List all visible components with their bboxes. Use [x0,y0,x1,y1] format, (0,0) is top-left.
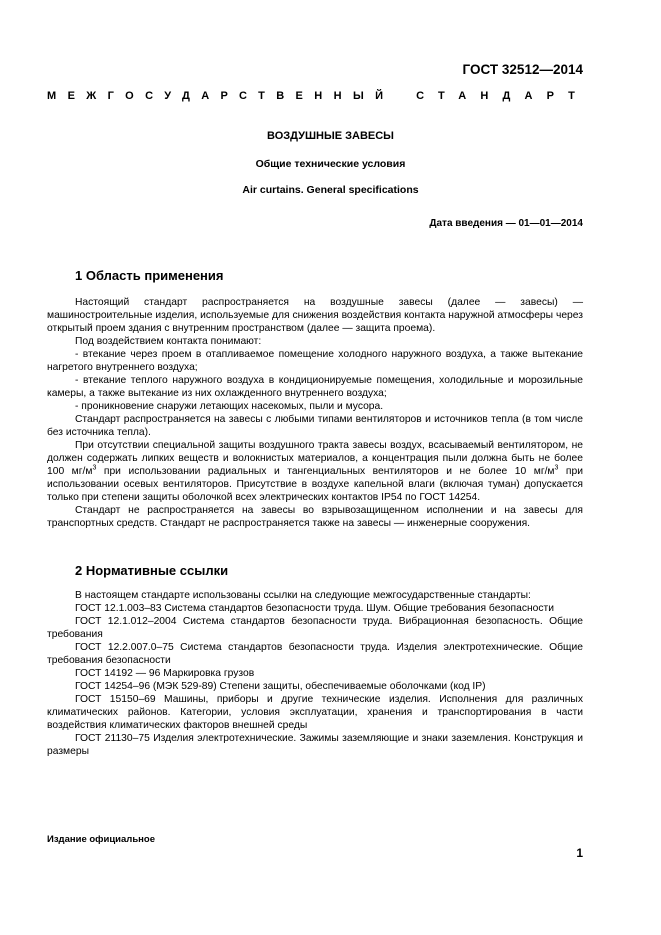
reference-item: ГОСТ 15150–69 Машины, приборы и другие технические изделия. Исполнения для различных климатических районов. Категории, условия эксплуатации, хранения и транспортирования в части воздействия климатических факторов внешней среды [47,694,583,731]
superscript: 3 [92,464,97,472]
section-1-heading: 1 Область применения [75,268,224,283]
reference-item: ГОСТ 14254–96 (МЭК 529-89) Степени защиты, обеспечиваемые оболочками (код IP) [75,681,486,692]
paragraph: - втекание теплого наружного воздуха в кондиционируемые помещения, холодильные и морозильные камеры, а также вытекание из них охлажденного внутреннего воздуха; [47,375,583,399]
official-edition-label: Издание официальное [47,834,155,845]
reference-item: ГОСТ 12.2.007.0–75 Система стандартов безопасности труда. Изделия электротехнические. Общие требования безопасности [47,642,583,666]
section-1-body [47,296,583,530]
superscript: 3 [554,464,559,472]
paragraph: Настоящий стандарт распространяется на воздушные завесы (далее — завесы) — машиностроительные изделия, используемые для снижения воздействия контакта наружной атмосферы через открытый проем здания с внутренним пространством (далее — защита проема). [47,297,583,334]
document-subtitle: Общие технические условия [255,158,406,170]
document-title-english: Air curtains. General specifications [242,184,419,196]
standard-code: ГОСТ 32512—2014 [462,62,583,77]
paragraph: Под воздействием контакта понимают: [75,336,262,347]
banner-standard: СТАНДАРТ [416,90,589,102]
paragraph: В настоящем стандарте использованы ссылки на следующие межгосударственные стандарты: [75,590,531,601]
paragraph: Стандарт не распространяется на завесы во взрывозащищенном исполнении и на завесы для транспортных средств. Стандарт не распространяется также на завесы — инженерные сооружения. [47,505,583,529]
page-number: 1 [576,846,583,860]
reference-item: ГОСТ 21130–75 Изделия электротехнические. Зажимы заземляющие и знаки заземления. Конструкция и размеры [47,733,583,757]
paragraph: Стандарт распространяется на завесы с любыми типами вентиляторов и источников тепла (в том числе без источника тепла). [47,414,583,438]
paragraph-dust-concentration [47,439,583,504]
paragraph: - проникновение снаружи летающих насекомых, пыли и мусора. [75,401,384,412]
text-run: при использовании осевых вентиляторов. Присутствие в воздухе капельной влаги (включая туман) допускается только при степени защиты оболочкой всех электрических контактов IP54 по ГОСТ 14254. [47,466,583,503]
reference-item: ГОСТ 12.1.003–83 Система стандартов безопасности труда. Шум. Общие требования безопасности [75,603,555,614]
introduction-date: Дата введения — 01—01—2014 [429,218,583,229]
paragraph: - втекание через проем в отапливаемое помещение холодного наружного воздуха, а также вытекание нагретого внутреннего воздуха; [47,349,583,373]
section-2-body [47,589,583,758]
banner-interstate: МЕЖГОСУДАРСТВЕННЫЙ [47,90,395,102]
text-run: При отсутствии специальной защиты воздушного тракта завесы воздух, всасываемый вентилятором, не должен содержать липких веществ и волокнистых материалов, а концентрация пыли должна быть не более 100 мг/м [47,440,583,477]
reference-item: ГОСТ 12.1.012–2004 Система стандартов безопасности труда. Вибрационная безопасность. Общие требования [47,616,583,640]
text-run: при использовании радиальных и тангенциальных вентиляторов и не более 10 мг/м [96,466,555,477]
document-title: ВОЗДУШНЫЕ ЗАВЕСЫ [267,130,394,142]
reference-item: ГОСТ 14192 — 96 Маркировка грузов [75,668,255,679]
section-2-heading: 2 Нормативные ссылки [75,563,229,578]
